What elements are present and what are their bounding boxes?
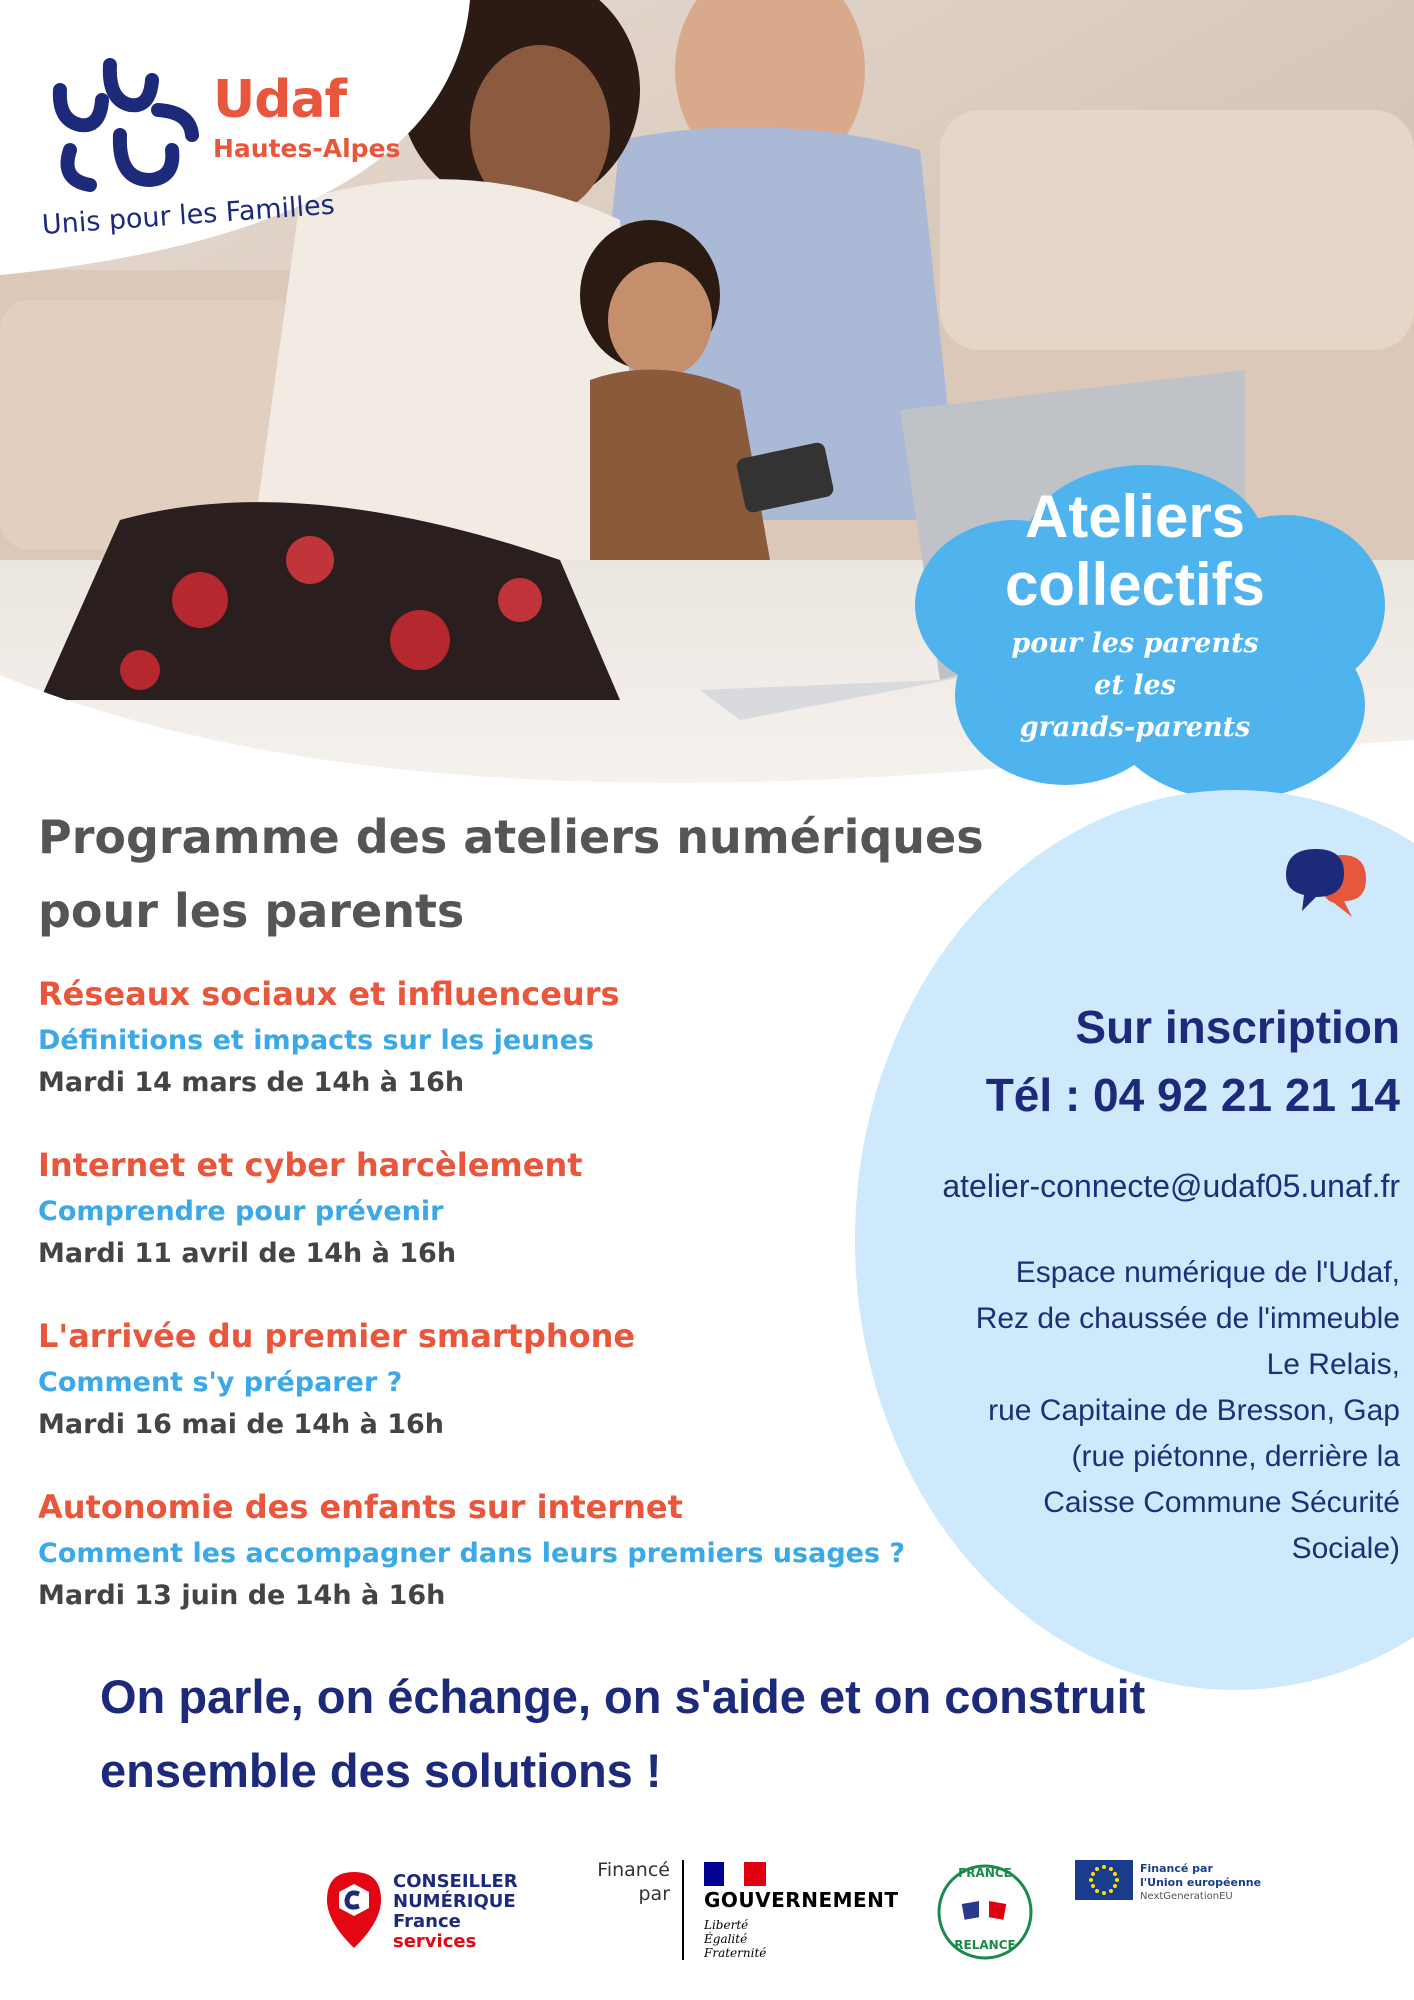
cloud-sub-line2: et les [1094, 670, 1176, 701]
workshop-1-date: Mardi 14 mars de 14h à 16h [38, 1067, 465, 1098]
france-relance-logo [935, 1862, 1035, 1962]
logo-region: Hautes-Alpes [213, 134, 401, 163]
workshop-2-date: Mardi 11 avril de 14h à 16h [38, 1238, 457, 1269]
funded-by-line-1: Financé [597, 1859, 670, 1881]
gouvernement-logo [682, 1858, 912, 1968]
workshop-3-date: Mardi 16 mai de 14h à 16h [38, 1409, 445, 1440]
address-line-3: Le Relais, [1266, 1348, 1400, 1381]
logo-name: Udaf [213, 70, 347, 130]
cloud-title-line2: collectifs [1004, 551, 1266, 618]
address-line-1: Espace numérique de l'Udaf, [1015, 1256, 1400, 1289]
ateliers-cloud-badge [915, 455, 1405, 815]
address-line-4: rue Capitaine de Bresson, Gap [988, 1394, 1400, 1427]
eu-line-2: l'Union européenne [1140, 1876, 1262, 1889]
cloud-sub-line1: pour les parents [1011, 628, 1259, 659]
address-line-7: Sociale) [1291, 1532, 1400, 1565]
email-link[interactable]: atelier-connecte@udaf05.unaf.fr [942, 1168, 1400, 1204]
program-title: Programme des ateliers numériques pour les parents [38, 810, 984, 938]
conseiller-numerique-logo [325, 1860, 525, 1950]
cloud-title-line1: Ateliers [1024, 483, 1246, 550]
workshop-4-title: Autonomie des enfants sur internet [38, 1488, 683, 1526]
eu-line-1: Financé par [1140, 1862, 1213, 1875]
address-line-5: (rue piétonne, derrière la [1071, 1440, 1400, 1473]
cloud-sub-line3: grands-parents [1019, 712, 1251, 743]
marianne-flag-icon [704, 1862, 766, 1886]
gov-motto-2: Égalité [704, 1932, 748, 1946]
registration-heading: Sur inscription [1075, 1001, 1400, 1053]
tagline: On parle, on échange, on s'aide et on construit ensemble des solutions ! [100, 1670, 1146, 1797]
eu-funding-logo [1075, 1858, 1275, 1918]
gov-name: GOUVERNEMENT [704, 1888, 899, 1912]
workshop-2-subtitle: Comprendre pour prévenir [38, 1196, 444, 1227]
funded-by-line-2: par [638, 1883, 670, 1905]
gov-divider [682, 1860, 684, 1960]
eu-line-3: NextGenerationEU [1140, 1891, 1233, 1902]
logo-slogan: Unis pour les Familles [40, 189, 336, 241]
phone-number[interactable]: Tél : 04 92 21 21 14 [985, 1069, 1400, 1121]
udaf-emblem-icon [40, 40, 210, 200]
eu-flag-icon [1075, 1860, 1133, 1900]
workshop-4-subtitle: Comment les accompagner dans leurs premiers usages ? [38, 1538, 906, 1569]
workshop-1-title: Réseaux sociaux et influenceurs [38, 975, 620, 1013]
funded-by-label [570, 1858, 670, 1906]
workshop-2-title: Internet et cyber harcèlement [38, 1146, 583, 1184]
workshop-4-date: Mardi 13 juin de 14h à 16h [38, 1580, 446, 1611]
conseiller-line-3: France [393, 1911, 461, 1932]
conseiller-line-1: CONSEILLER [393, 1871, 518, 1892]
relance-bottom-text: RELANCE [954, 1938, 1016, 1952]
udaf-logo [30, 30, 420, 250]
relance-top-text: FRANCE [958, 1866, 1012, 1880]
workshop-3-title: L'arrivée du premier smartphone [38, 1317, 636, 1355]
workshop-3-subtitle: Comment s'y préparer ? [38, 1367, 403, 1398]
gov-motto-3: Fraternité [704, 1946, 767, 1960]
conseiller-line-4: services [393, 1931, 477, 1952]
chat-bubbles-icon [1280, 845, 1370, 925]
address-line-2: Rez de chaussée de l'immeuble [975, 1302, 1400, 1335]
map-pin-icon [325, 1870, 383, 1950]
gov-motto-1: Liberté [704, 1918, 749, 1932]
conseiller-line-2: NUMÉRIQUE [393, 1891, 516, 1912]
address-line-6: Caisse Commune Sécurité [1043, 1486, 1400, 1519]
workshop-1-subtitle: Définitions et impacts sur les jeunes [38, 1025, 594, 1056]
